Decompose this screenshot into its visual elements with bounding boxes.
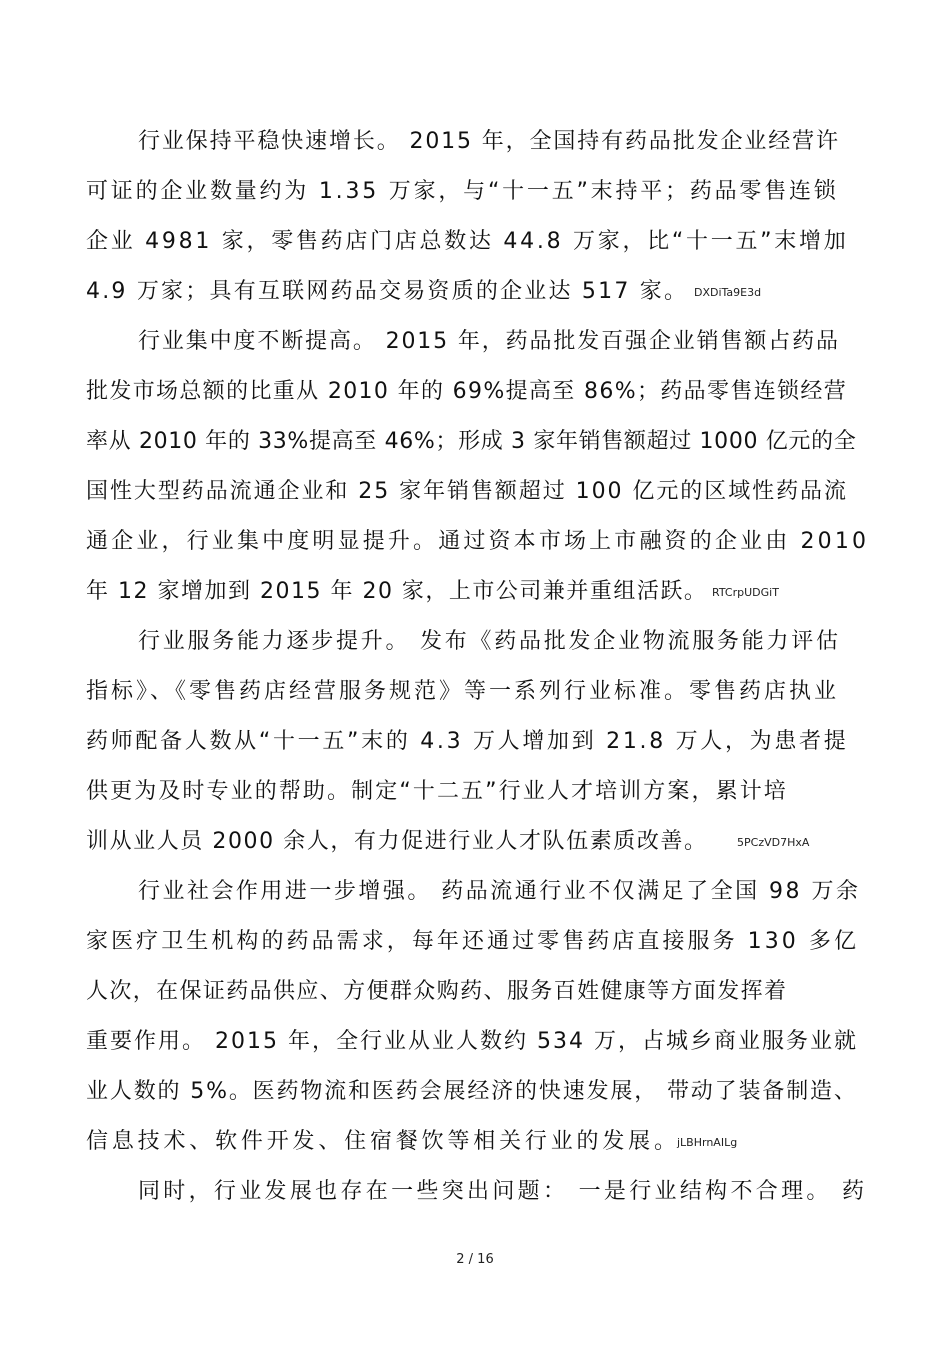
text-line: 重要作用。 2015 年，全行业从业人数约 534 万，占城乡商业服务业就 bbox=[86, 1029, 858, 1054]
text-line: 年 12 家增加到 2015 年 20 家，上市公司兼并重组活跃。 bbox=[86, 579, 708, 604]
text-line: 企业 4981 家，零售药店门店总数达 44.8 万家，比“十一五”末增加 bbox=[86, 229, 849, 254]
text-line: 信息技术、软件开发、住宿餐饮等相关行业的发展。 bbox=[86, 1129, 680, 1154]
page-number: 2 / 16 bbox=[456, 1252, 494, 1267]
text-line: 行业社会作用进一步增强。 药品流通行业不仅满足了全国 98 万余 bbox=[138, 879, 861, 904]
document-code: RTCrpUDGiT bbox=[712, 586, 779, 599]
text-line: 业人数的 5%。医药物流和医药会展经济的快速发展， 带动了装备制造、 bbox=[86, 1079, 858, 1104]
text-line: 家医疗卫生机构的药品需求，每年还通过零售药店直接服务 130 多亿 bbox=[86, 929, 860, 954]
text-line: 行业保持平稳快速增长。 2015 年，全国持有药品批发企业经营许 bbox=[138, 129, 840, 154]
text-line: 通企业，行业集中度明显提升。通过资本市场上市融资的企业由 2010 bbox=[86, 529, 870, 554]
document-code: DXDiTa9E3d bbox=[694, 286, 762, 299]
text-line: 指标》、《零售药店经营服务规范》等一系列行业标准。零售药店执业 bbox=[86, 679, 840, 704]
text-line: 供更为及时专业的帮助。制定“十二五”行业人才培训方案，累计培 bbox=[86, 779, 788, 804]
text-line: 药师配备人数从“十一五”末的 4.3 万人增加到 21.8 万人，为患者提 bbox=[86, 729, 849, 754]
text-line: 可证的企业数量约为 1.35 万家，与“十一五”末持平；药品零售连锁 bbox=[86, 179, 839, 204]
text-line: 训从业人员 2000 余人，有力促进行业人才队伍素质改善。 bbox=[86, 829, 708, 854]
text-line: 国性大型药品流通企业和 25 家年销售额超过 100 亿元的区域性药品流 bbox=[86, 479, 848, 504]
text-line: 人次，在保证药品供应、方便群众购药、服务百姓健康等方面发挥着 bbox=[86, 979, 788, 1004]
document-code: jLBHrnAILg bbox=[677, 1136, 738, 1149]
text-line: 4.9 万家；具有互联网药品交易资质的企业达 517 家。 bbox=[86, 279, 689, 304]
text-line: 行业集中度不断提高。 2015 年，药品批发百强企业销售额占药品 bbox=[138, 329, 840, 354]
document-code: 5PCzVD7HxA bbox=[737, 836, 810, 849]
text-line: 率从 2010 年的 33%提高至 46%；形成 3 家年销售额超过 1000 亿元的全 bbox=[86, 429, 857, 454]
text-line: 同时，行业发展也存在一些突出问题： 一是行业结构不合理。 药 bbox=[138, 1179, 868, 1204]
text-line: 批发市场总额的比重从 2010 年的 69%提高至 86%；药品零售连锁经营 bbox=[86, 379, 848, 404]
text-line: 行业服务能力逐步提升。 发布《药品批发企业物流服务能力评估 bbox=[138, 629, 841, 654]
